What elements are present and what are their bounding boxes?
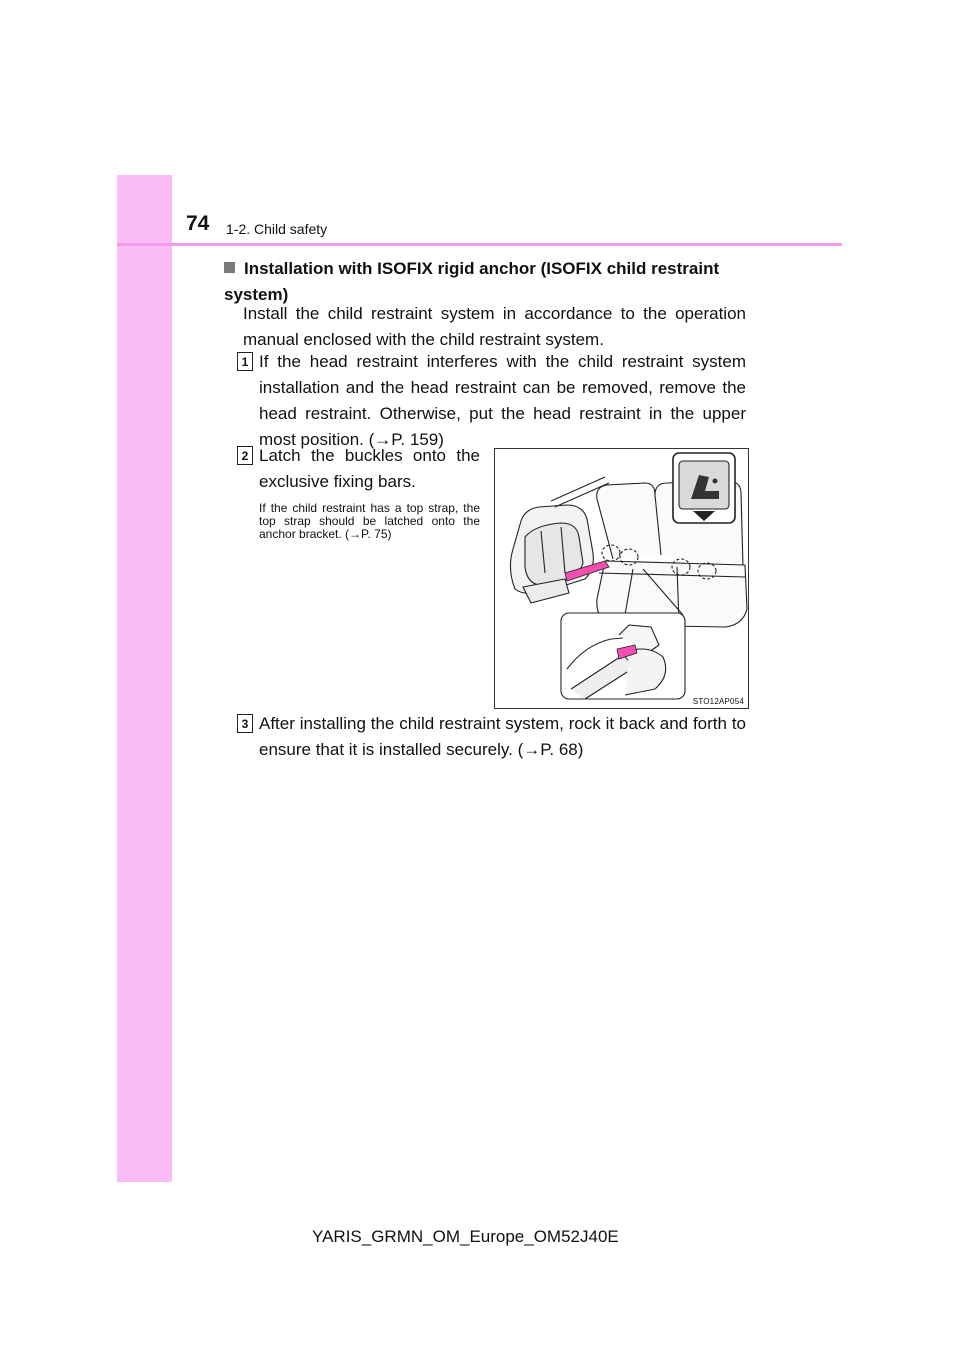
step-number-badge: 1: [237, 352, 253, 371]
illustration-drawing: [495, 449, 748, 708]
header-rule: [117, 243, 842, 246]
heading-text: Installation with ISOFIX rigid anchor (ISOFIX child restraint system): [224, 259, 720, 304]
step-number-badge: 3: [237, 714, 253, 733]
step-text: Latch the buckles onto the exclusive fixing bars.: [259, 446, 480, 491]
step-text: If the head restraint interferes with the child restraint system installation and the head restraint can be removed, remove the head restraint. Otherwise, put the head restraint in the upper most position. (→P. 159): [259, 352, 746, 449]
step-3: [237, 711, 746, 763]
square-bullet-icon: [224, 262, 235, 273]
illustration-code: STO12AP054: [692, 697, 744, 706]
step-2: [237, 443, 480, 541]
section-title: 1-2. Child safety: [226, 221, 328, 237]
step-text: After installing the child restraint system, rock it back and forth to ensure that it is installed securely. (→P. 68): [259, 714, 746, 759]
intro-paragraph: Install the child restraint system in accordance to the operation manual enclosed with the child restraint system.: [243, 304, 746, 349]
page-number: 74: [186, 212, 210, 235]
document-id: YARIS_GRMN_OM_Europe_OM52J40E: [312, 1227, 619, 1246]
step-note: If the child restraint has a top strap, the top strap should be latched onto the anchor bracket. (→P. 75): [259, 501, 480, 541]
isofix-installation-illustration: [494, 448, 749, 709]
step-1: [237, 349, 746, 453]
step-number-badge: 2: [237, 446, 253, 465]
chapter-tab-bar: [117, 175, 172, 1182]
